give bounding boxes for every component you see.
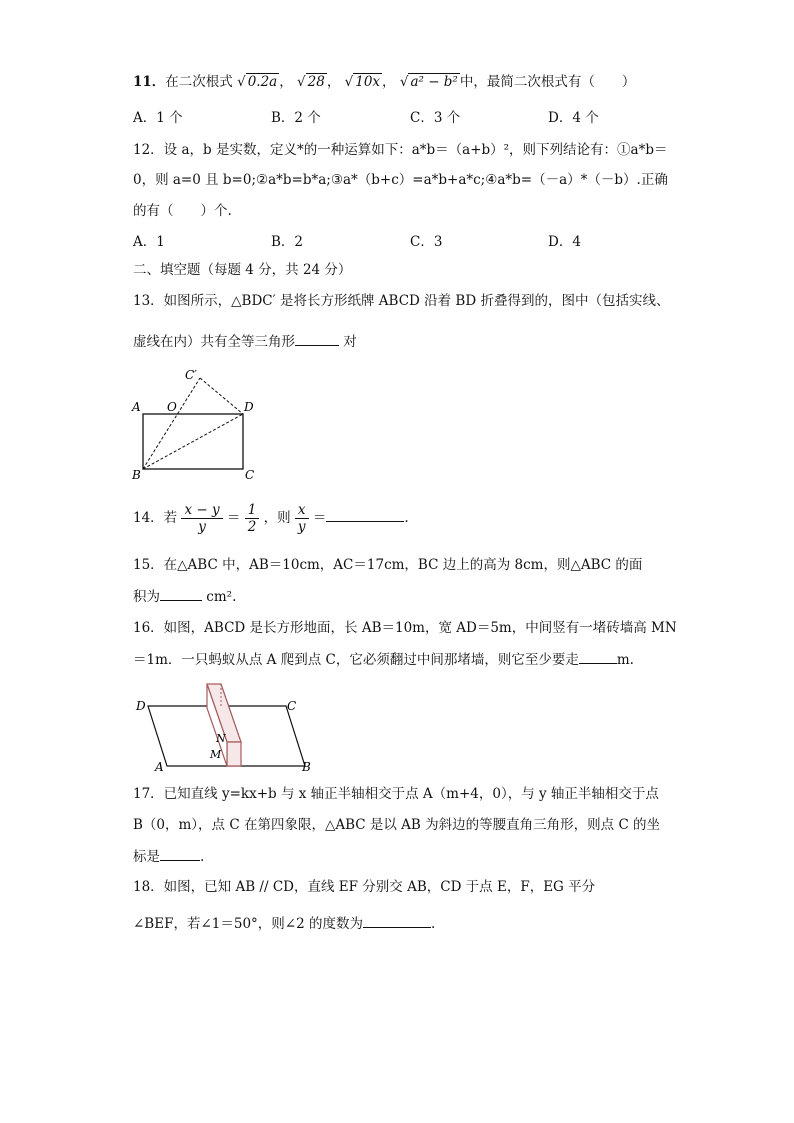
q16-figure: [130, 678, 315, 774]
q13-figure: [128, 366, 268, 484]
q14-fraction-2: $\frac{1}{2}$: [245, 502, 260, 535]
q12-line-3: 的有（ ）个.: [133, 203, 232, 219]
q11-radical-1: √ 0.2a: [237, 74, 278, 90]
q12-option-b: B．2: [271, 234, 304, 250]
q15-answer-blank: [160, 586, 202, 601]
q11-radical-2: √ 28: [297, 74, 325, 90]
q12-option-a: A．1: [133, 234, 165, 250]
q13-segment-bc-prime: [143, 378, 200, 469]
q11-number: 11．: [133, 74, 166, 90]
q14-fraction-1: $\frac{x - y}{y}$: [181, 502, 222, 535]
q18-line-2: ∠BEF，若∠1＝50°，则∠2 的度数为 .: [133, 913, 435, 934]
q13-segment-c-prime-d: [200, 378, 243, 414]
q17-answer-blank: [160, 846, 200, 861]
q18-line-1: 18．如图，已知 AB // CD，直线 EF 分别交 AB，CD 于点 E，F，EG 平分: [133, 879, 596, 895]
q13-label-d: D: [244, 400, 254, 414]
q16-label-c: C: [287, 699, 297, 713]
q13-diagonal-bd: [143, 414, 243, 469]
q13-answer-blank: [295, 331, 339, 346]
q16-label-m: M: [210, 748, 222, 761]
q15-line-1: 15．在△ABC 中，AB＝10cm，AC＝17cm，BC 边上的高为 8cm，则△ABC 的面: [133, 557, 643, 573]
q11-option-c: C．3 个: [410, 110, 461, 126]
q13-label-c: C: [245, 468, 255, 482]
q12-option-d: D．4: [548, 234, 581, 250]
q17-line-1: 17．已知直线 y=kx+b 与 x 轴正半轴相交于点 A（m+4，0），与 y 轴正半轴相交于点: [133, 786, 659, 802]
q14-fraction-3: $\frac{x}{y}$: [295, 502, 309, 535]
q11-pre: 在二次根式: [165, 74, 233, 90]
q16-label-b: B: [302, 760, 311, 774]
q11-option-a: A．1 个: [133, 110, 183, 126]
q13-label-b: B: [132, 468, 141, 482]
q18-answer-blank: [363, 913, 431, 928]
q11-option-b: B．2 个: [271, 110, 321, 126]
q11-post: 中，最简二次根式有（ ）: [459, 74, 636, 90]
q14-answer-blank: [326, 507, 404, 522]
q13-label-a: A: [132, 400, 141, 414]
q13-line-2: 虚线在内）共有全等三角形 对: [133, 331, 357, 352]
q13-label-o: O: [167, 400, 177, 414]
q16-answer-blank: [579, 649, 617, 664]
section-title: 二、填空题（每题 4 分，共 24 分）: [133, 262, 352, 278]
q12-option-c: C．3: [410, 234, 443, 250]
q11-stem: 11．在二次根式 √ 0.2a ， √ 28 ， √ 10x ， √ a² − b² 中，最简二次根式有（ ）: [133, 74, 636, 90]
q11-radical-4: √ a² − b²: [399, 74, 458, 90]
q16-label-n: N: [216, 732, 226, 745]
q14-stem: 14．若 $\frac{x - y}{y}$ ＝ $\frac{1}{2}$ ，则 $\frac{x}{y}$ ＝ .: [133, 502, 409, 535]
q16-line-2: ＝1m．一只蚂蚁从点 A 爬到点 C，它必须翻过中间那堵墙，则它至少要走 m.: [133, 649, 634, 670]
q12-line-1: 12．设 a，b 是实数，定义*的一种运算如下：a*b＝（a+b）²，则下列结论有：①a*b＝: [133, 142, 668, 158]
q16-label-a: A: [155, 760, 164, 774]
q11-radical-3: √ 10x: [344, 74, 381, 90]
q16-label-d: D: [136, 699, 146, 713]
q16-line-1: 16．如图，ABCD 是长方形地面，长 AB＝10m，宽 AD＝5m，中间竖有一堵砖墙高 MN: [133, 620, 677, 636]
q16-wall-end-face: [227, 742, 241, 766]
q11-option-d: D．4 个: [548, 110, 599, 126]
q17-line-2: B（0，m），点 C 在第四象限，△ABC 是以 AB 为斜边的等腰直角三角形，则点 C 的坐: [133, 817, 661, 833]
q12-line-2: 0，则 a=0 且 b=0;②a*b=b*a;③a*（b+c）=a*b+a*c;④a*b=（－a）*（－b）.正确: [133, 172, 668, 188]
q13-line-1: 13．如图所示，△BDC′ 是将长方形纸牌 ABCD 沿着 BD 折叠得到的，图中（包括实线、: [133, 293, 670, 309]
q13-label-c-prime: C′: [185, 368, 197, 382]
q17-line-3: 标是 .: [133, 846, 204, 867]
q15-line-2: 积为 cm².: [133, 586, 236, 607]
